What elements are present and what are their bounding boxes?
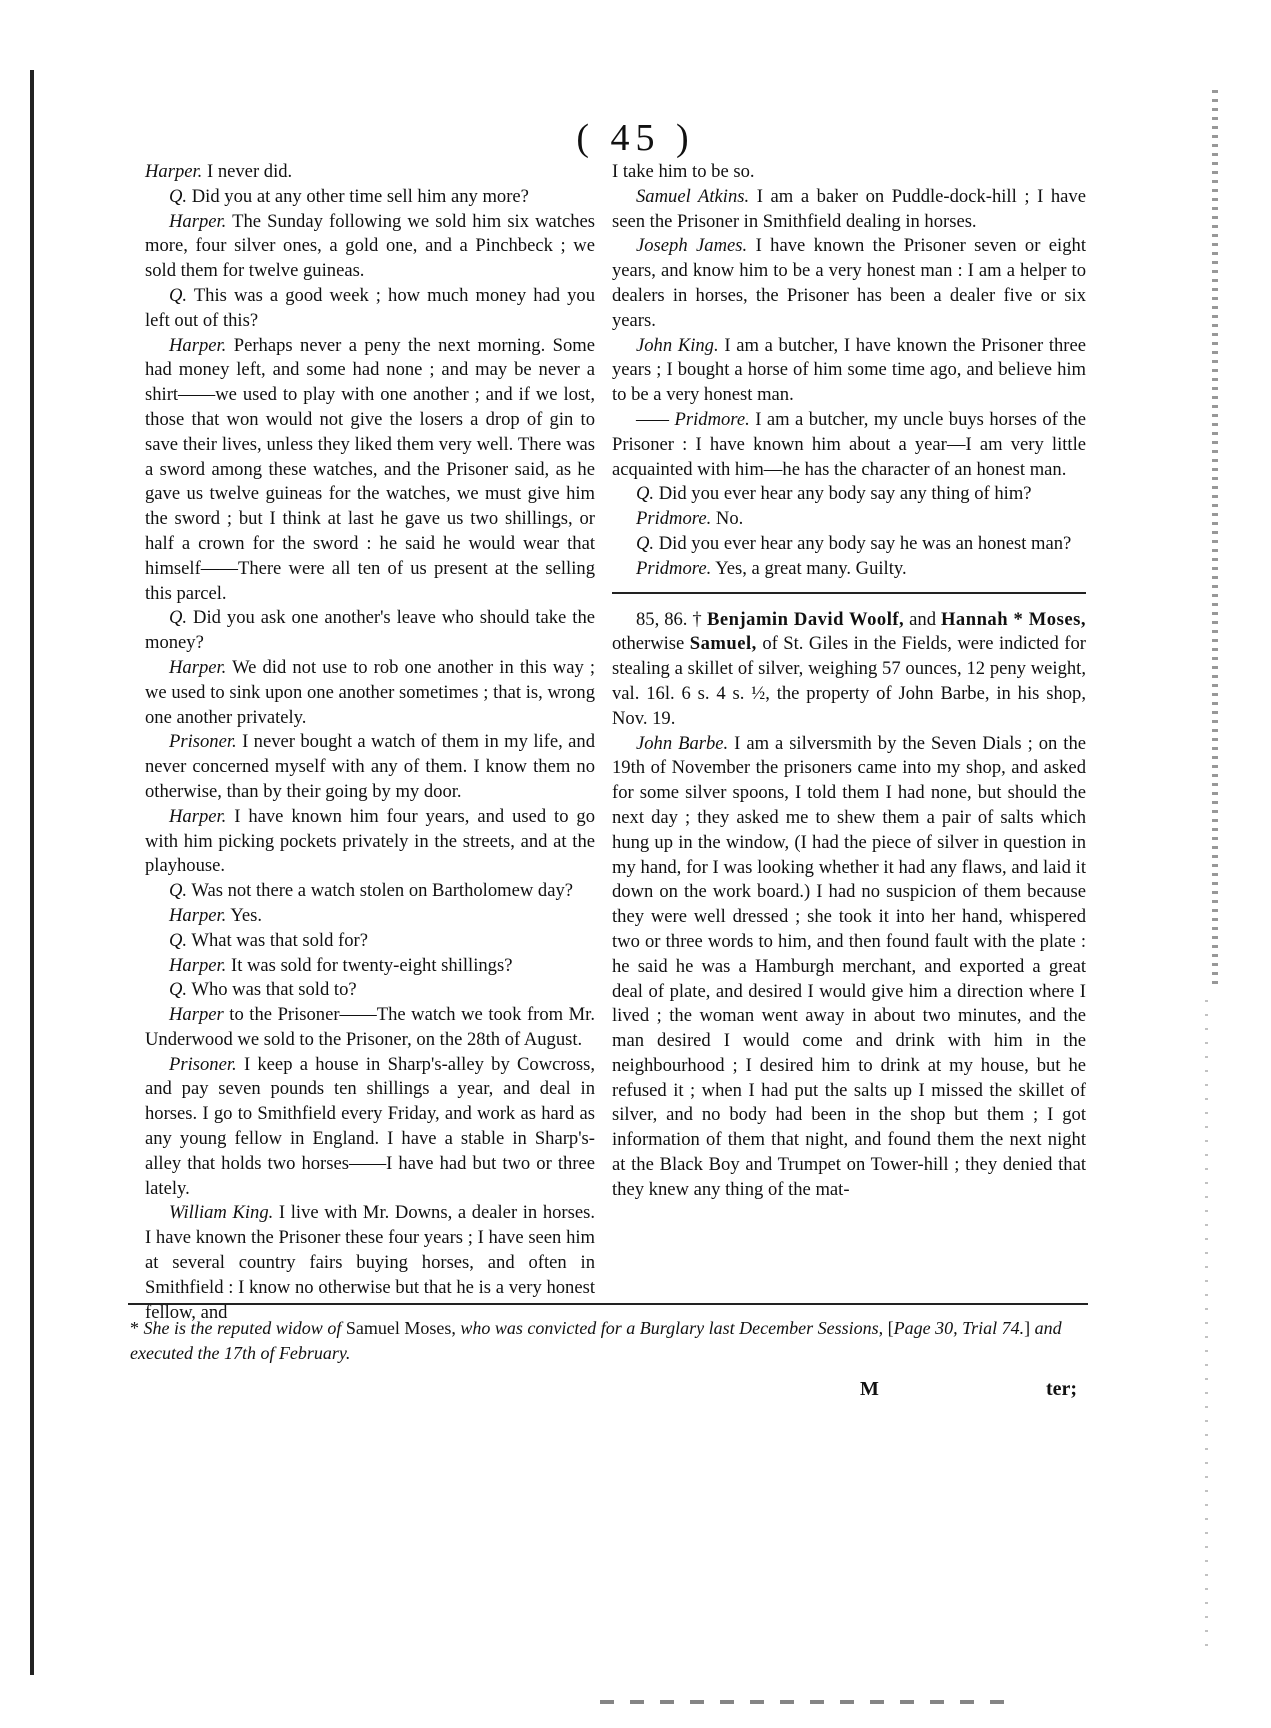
right-column: [612, 160, 1086, 1203]
paragraph-text: I am a silversmith by the Seven Dials ; on the 19th of November the prisoners came into my shop, and asked for some silver spoons, I told them I had none, but should the next day ; they asked me to shew them a pair of salts which hung up in the window, (I had the piece of silver in question in my hand, for I was looking whether it had any flaws, and laid it down on the work board.) I had no suspicion of them because they were well dressed ; she took it into her hand, whispered two or three words to him, and then found fault with the plate : he said he was a Hamburgh merchant, and exported a great deal of plate, and desired I would give him a direction where I lived ; the woman went away in about two minutes, and the man desired I would come and drink with him in the neighbourhood ; I desired him to drink at my house, but he refused it ; when I had put the salts up I missed the skillet of silver, and no body had been in the shop but them ; I got information of them that night, and found them the next night at the Black Boy and Trumpet on Tower-hill ; they denied that they knew any thing of the mat-: [612, 732, 1086, 1200]
speaker-label: John Barbe.: [636, 732, 729, 754]
page-binding-edge: [30, 70, 34, 1675]
paragraph: [145, 1053, 595, 1202]
defendant-alias: Samuel,: [689, 633, 757, 655]
speaker-label: Prisoner.: [169, 1053, 237, 1075]
paragraph-text: What was that sold for?: [191, 929, 368, 951]
speaker-label: Joseph James.: [636, 235, 748, 257]
footnote-bracket-close: ]: [1024, 1318, 1031, 1338]
footnote-text-2: who was convicted for a Burglary last December Sessions,: [460, 1318, 884, 1338]
catchword: ter;: [1046, 1378, 1078, 1400]
paragraph: [612, 557, 1086, 582]
paragraph: [612, 160, 1086, 185]
paragraph-text: Yes.: [230, 904, 263, 926]
speaker-label: Prisoner.: [169, 731, 237, 753]
paragraph: [612, 732, 1086, 1203]
speaker-label: Q.: [169, 880, 188, 902]
speaker-label: Samuel Atkins.: [636, 185, 750, 207]
paragraph-text: Did you ask one another's leave who should take the money?: [145, 607, 595, 654]
paragraph: [145, 879, 595, 904]
footnote-trial-ref: Trial 74.: [962, 1318, 1025, 1338]
speaker-label: Harper.: [169, 805, 227, 827]
paragraph-text: Was not there a watch stolen on Bartholomew day?: [191, 880, 574, 902]
paragraph-text: We did not use to rob one another in this way ; we used to sink upon one another sometimes ; that is, wrong one another privately.: [145, 656, 596, 728]
speaker-label: —— Pridmore.: [636, 408, 750, 430]
speaker-label: Q.: [169, 284, 188, 306]
right-column-testimony: [612, 160, 1086, 582]
paragraph-text: I am a butcher, I have known the Prisoner three years ; I bought a horse of him some time ago, and believe him to be a very honest man.: [612, 334, 1086, 406]
paragraph-text: I am a butcher, my uncle buys horses of the Prisoner : I have known him about a year—I am very little acquainted with him—he has the character of an honest man.: [612, 408, 1086, 480]
speaker-label: Pridmore.: [636, 508, 712, 530]
speaker-label: Harper.: [169, 334, 227, 356]
speaker-label: Harper: [169, 1004, 224, 1026]
paragraph-text: Did you ever hear any body say any thing of him?: [658, 483, 1032, 505]
speaker-label: Harper.: [169, 954, 227, 976]
paragraph: [145, 160, 595, 185]
paragraph-text: Did you ever hear any body say he was an honest man?: [658, 532, 1072, 554]
conjunction: and: [909, 608, 937, 630]
paragraph-text: Who was that sold to?: [191, 979, 357, 1001]
paragraph: [612, 234, 1086, 333]
paragraph: [145, 210, 595, 284]
paragraph: [145, 334, 595, 607]
footnote-bracket-open: [: [887, 1318, 894, 1338]
paragraph-text: This was a good week ; how much money had you left out of this?: [145, 284, 595, 331]
speaker-label: John King.: [636, 334, 719, 356]
speaker-label: Q.: [169, 185, 188, 207]
paragraph: [612, 532, 1086, 557]
trial-divider: [612, 592, 1086, 594]
paragraph: [145, 606, 595, 656]
speaker-label: Q.: [636, 532, 655, 554]
trial-heading: [612, 608, 1086, 732]
speaker-label: Harper.: [169, 904, 227, 926]
scan-bottom-noise: [600, 1700, 1020, 1704]
paragraph: [145, 185, 595, 210]
indictment-text: of St. Giles in the Fields, were indicted for stealing a skillet of silver, weighing 57 ounces, 12 peny weight, val. 16l. 6 s. 4 s. ½, the property of John Barbe, in his shop, Nov. 19.: [612, 633, 1086, 729]
speaker-label: William King.: [169, 1202, 274, 1224]
paragraph-text: to the Prisoner——The watch we took from Mr. Underwood we sold to the Prisoner, on the 28th of August.: [145, 1004, 595, 1050]
scan-edge-noise: [1212, 90, 1218, 990]
alias-word: otherwise: [612, 633, 685, 655]
paragraph-text: I never did.: [207, 161, 293, 182]
defendant-name-1: Benjamin David Woolf,: [706, 608, 905, 630]
paragraph: [145, 1201, 595, 1325]
paragraph-text: I am a baker on Puddle-dock-hill ; I have seen the Prisoner in Smithfield dealing in horses.: [612, 185, 1086, 232]
speaker-label: Q.: [169, 929, 188, 951]
paragraph: [145, 1003, 595, 1053]
paragraph: [145, 805, 595, 879]
paragraph: [612, 507, 1086, 532]
paragraph-text: Yes, a great many. Guilty.: [715, 557, 907, 579]
footnote-mark: *: [130, 1318, 139, 1338]
paragraph: [145, 284, 595, 334]
trial-number: 85, 86. †: [636, 608, 702, 630]
defendant-name-2: Hannah * Moses,: [940, 608, 1086, 630]
speaker-label: Pridmore.: [636, 557, 712, 579]
paragraph-text: Perhaps never a peny the next morning. Some had money left, and some had none ; and may be never a shirt——we used to play with one another ; and if we lost, those that won would not give the losers a drop of gin to save their lives, unless they liked them very well. There was a sword among these watches, and the Prisoner said, as he gave us twelve guineas for the watches, we must give him the sword ; but I think at last he gave us two shillings, or half a crown for the sword : he said he would wear that himself——There were all ten of us present at the selling this parcel.: [145, 334, 595, 604]
paragraph: [145, 904, 595, 929]
footnote-rule: [128, 1303, 1088, 1305]
paragraph-text: I have known the Prisoner seven or eight years, and know him to be a very honest man : I am a helper to dealers in horses, the Prisoner has been a dealer five or six years.: [612, 235, 1086, 331]
paragraph-text: The Sunday following we sold him six watches more, four silver ones, a gold one, and a Pinchbeck ; we sold them for twelve guineas.: [145, 210, 595, 282]
paragraph: [145, 656, 595, 730]
footnote-text-3: and executed the 17th of February.: [130, 1318, 1062, 1363]
paragraph-text: I take him to be so.: [612, 161, 755, 182]
paragraph: [145, 978, 595, 1003]
paragraph-text: It was sold for twenty-eight shillings?: [231, 954, 513, 976]
speaker-label: Harper.: [169, 656, 227, 678]
left-column: [145, 160, 595, 1325]
paragraph-text: I have known him four years, and used to go with him picking pockets privately in the streets, and at the playhouse.: [145, 805, 595, 877]
paragraph: [145, 929, 595, 954]
paragraph: [612, 482, 1086, 507]
paragraph: [145, 730, 595, 804]
catchword-left: M: [860, 1378, 879, 1400]
speaker-label: Harper.: [169, 210, 227, 232]
footnote-name: Samuel Moses,: [345, 1318, 456, 1338]
speaker-label: Q.: [169, 607, 188, 629]
right-column-new-trial: [612, 732, 1086, 1203]
paragraph-text: I keep a house in Sharp's-alley by Cowcross, and pay seven pounds ten shillings a year, and deal in horses. I go to Smithfield every Friday, and work as hard as any young fellow in England. I have a stable in Sharp's-alley that holds two horses——I have had but two or three lately.: [145, 1053, 595, 1199]
speaker-label: Harper.: [145, 161, 203, 182]
footnote: [130, 1316, 1090, 1366]
paragraph: [612, 185, 1086, 235]
page-number: ( 45 ): [576, 117, 695, 159]
footnote-page-ref: Page 30,: [893, 1318, 958, 1338]
paragraph-text: Did you at any other time sell him any more?: [191, 185, 529, 207]
footnote-text-1: She is the reputed widow of: [143, 1318, 342, 1338]
paragraph: [612, 408, 1086, 482]
speaker-label: Q.: [636, 483, 655, 505]
paragraph: [145, 954, 595, 979]
paragraph: [612, 334, 1086, 408]
paragraph-text: I never bought a watch of them in my life, and never concerned myself with any of them. I know them no otherwise, than by their going by my door.: [145, 731, 595, 802]
scan-edge-noise-lower: [1205, 1000, 1208, 1650]
paragraph-text: I live with Mr. Downs, a dealer in horses. I have known the Prisoner these four years ; I have seen him at several country fairs buying horses, and often in Smithfield : I know no otherwise but that he is a very honest fellow, and: [145, 1202, 595, 1323]
speaker-label: Q.: [169, 979, 188, 1001]
paragraph-text: No.: [715, 508, 744, 530]
